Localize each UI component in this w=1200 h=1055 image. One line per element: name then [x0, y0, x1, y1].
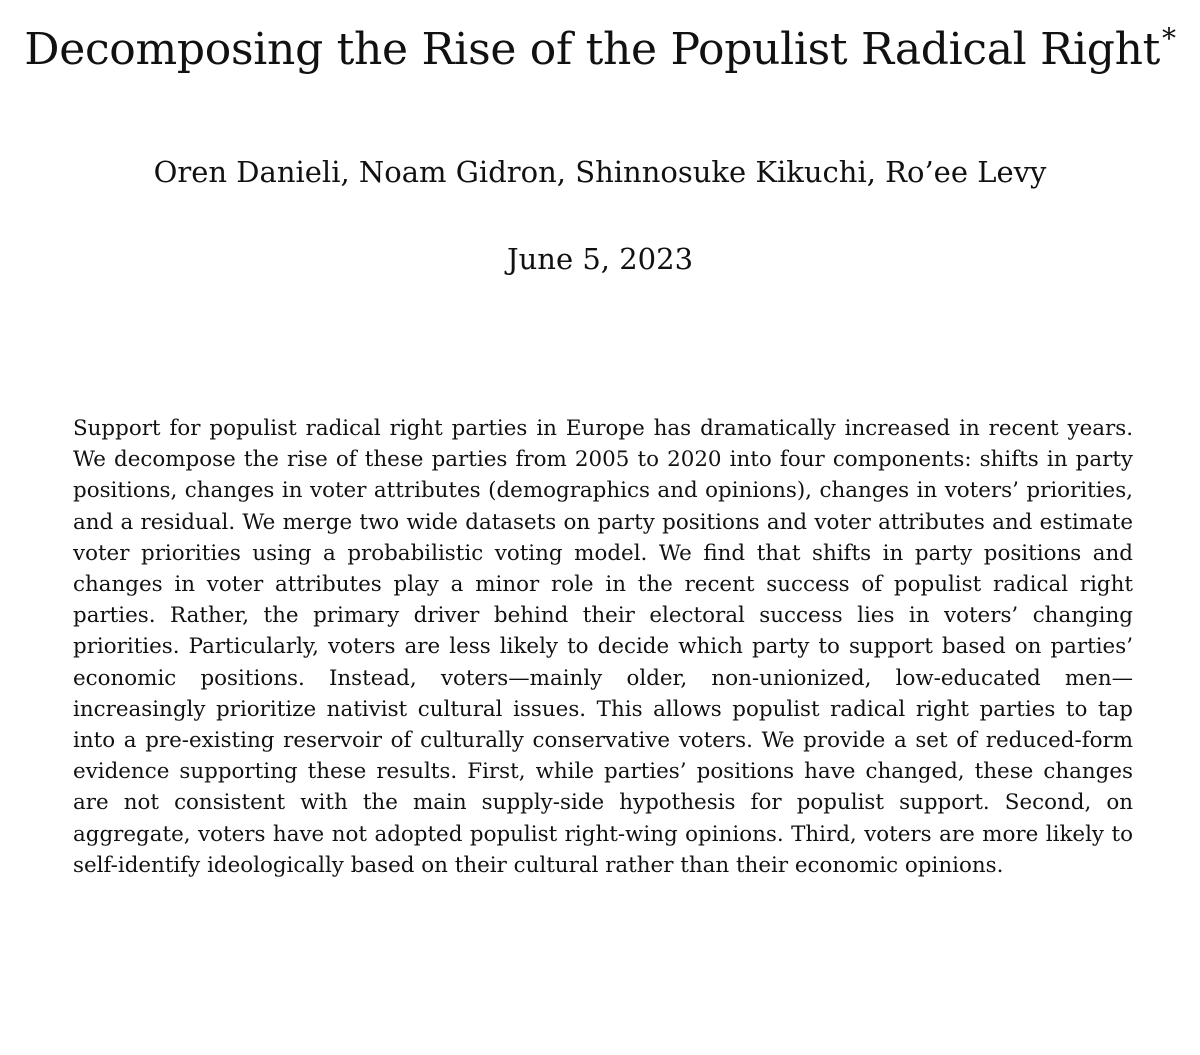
title-footnote-mark: * — [1162, 22, 1176, 55]
abstract-text: Support for populist radical right parties in Europe has dramatically increased in recent years. We decompose the rise of these parties from 2005 to 2020 into four components: shifts in party positions, changes in voter attributes (demographics and opinions), changes in voters’ priorities, and a residual. We merge two wide datasets on party positions and voter attributes and estimate voter priorities using a probabilistic voting model. We find that shifts in party positions and changes in voter attributes play a minor role in the recent success of populist radical right parties. Rather, the primary driver behind their electoral success lies in voters’ changing priorities. Particularly, voters are less likely to decide which party to support based on parties’ economic positions. Instead, voters—mainly older, non-unionized, low-educated men—increasingly prioritize nativist cultural issues. This allows populist radical right parties to tap into a pre-existing reservoir of culturally conservative voters. We provide a set of reduced-form evidence supporting these results. First, while parties’ positions have changed, these changes are not consistent with the main supply-side hypothesis for populist support. Second, on aggregate, voters have not adopted populist right-wing opinions. Third, voters are more likely to self-identify ideologically based on their cultural rather than their economic opinions. — [73, 416, 1133, 878]
publication-date: June 5, 2023 — [506, 242, 694, 276]
paper-title-text: Decomposing the Rise of the Populist Radical Right — [24, 24, 1161, 75]
author-list: Oren Danieli, Noam Gidron, Shinnosuke Kikuchi, Ro’ee Levy — [153, 155, 1047, 189]
paper-title — [0, 24, 1200, 75]
